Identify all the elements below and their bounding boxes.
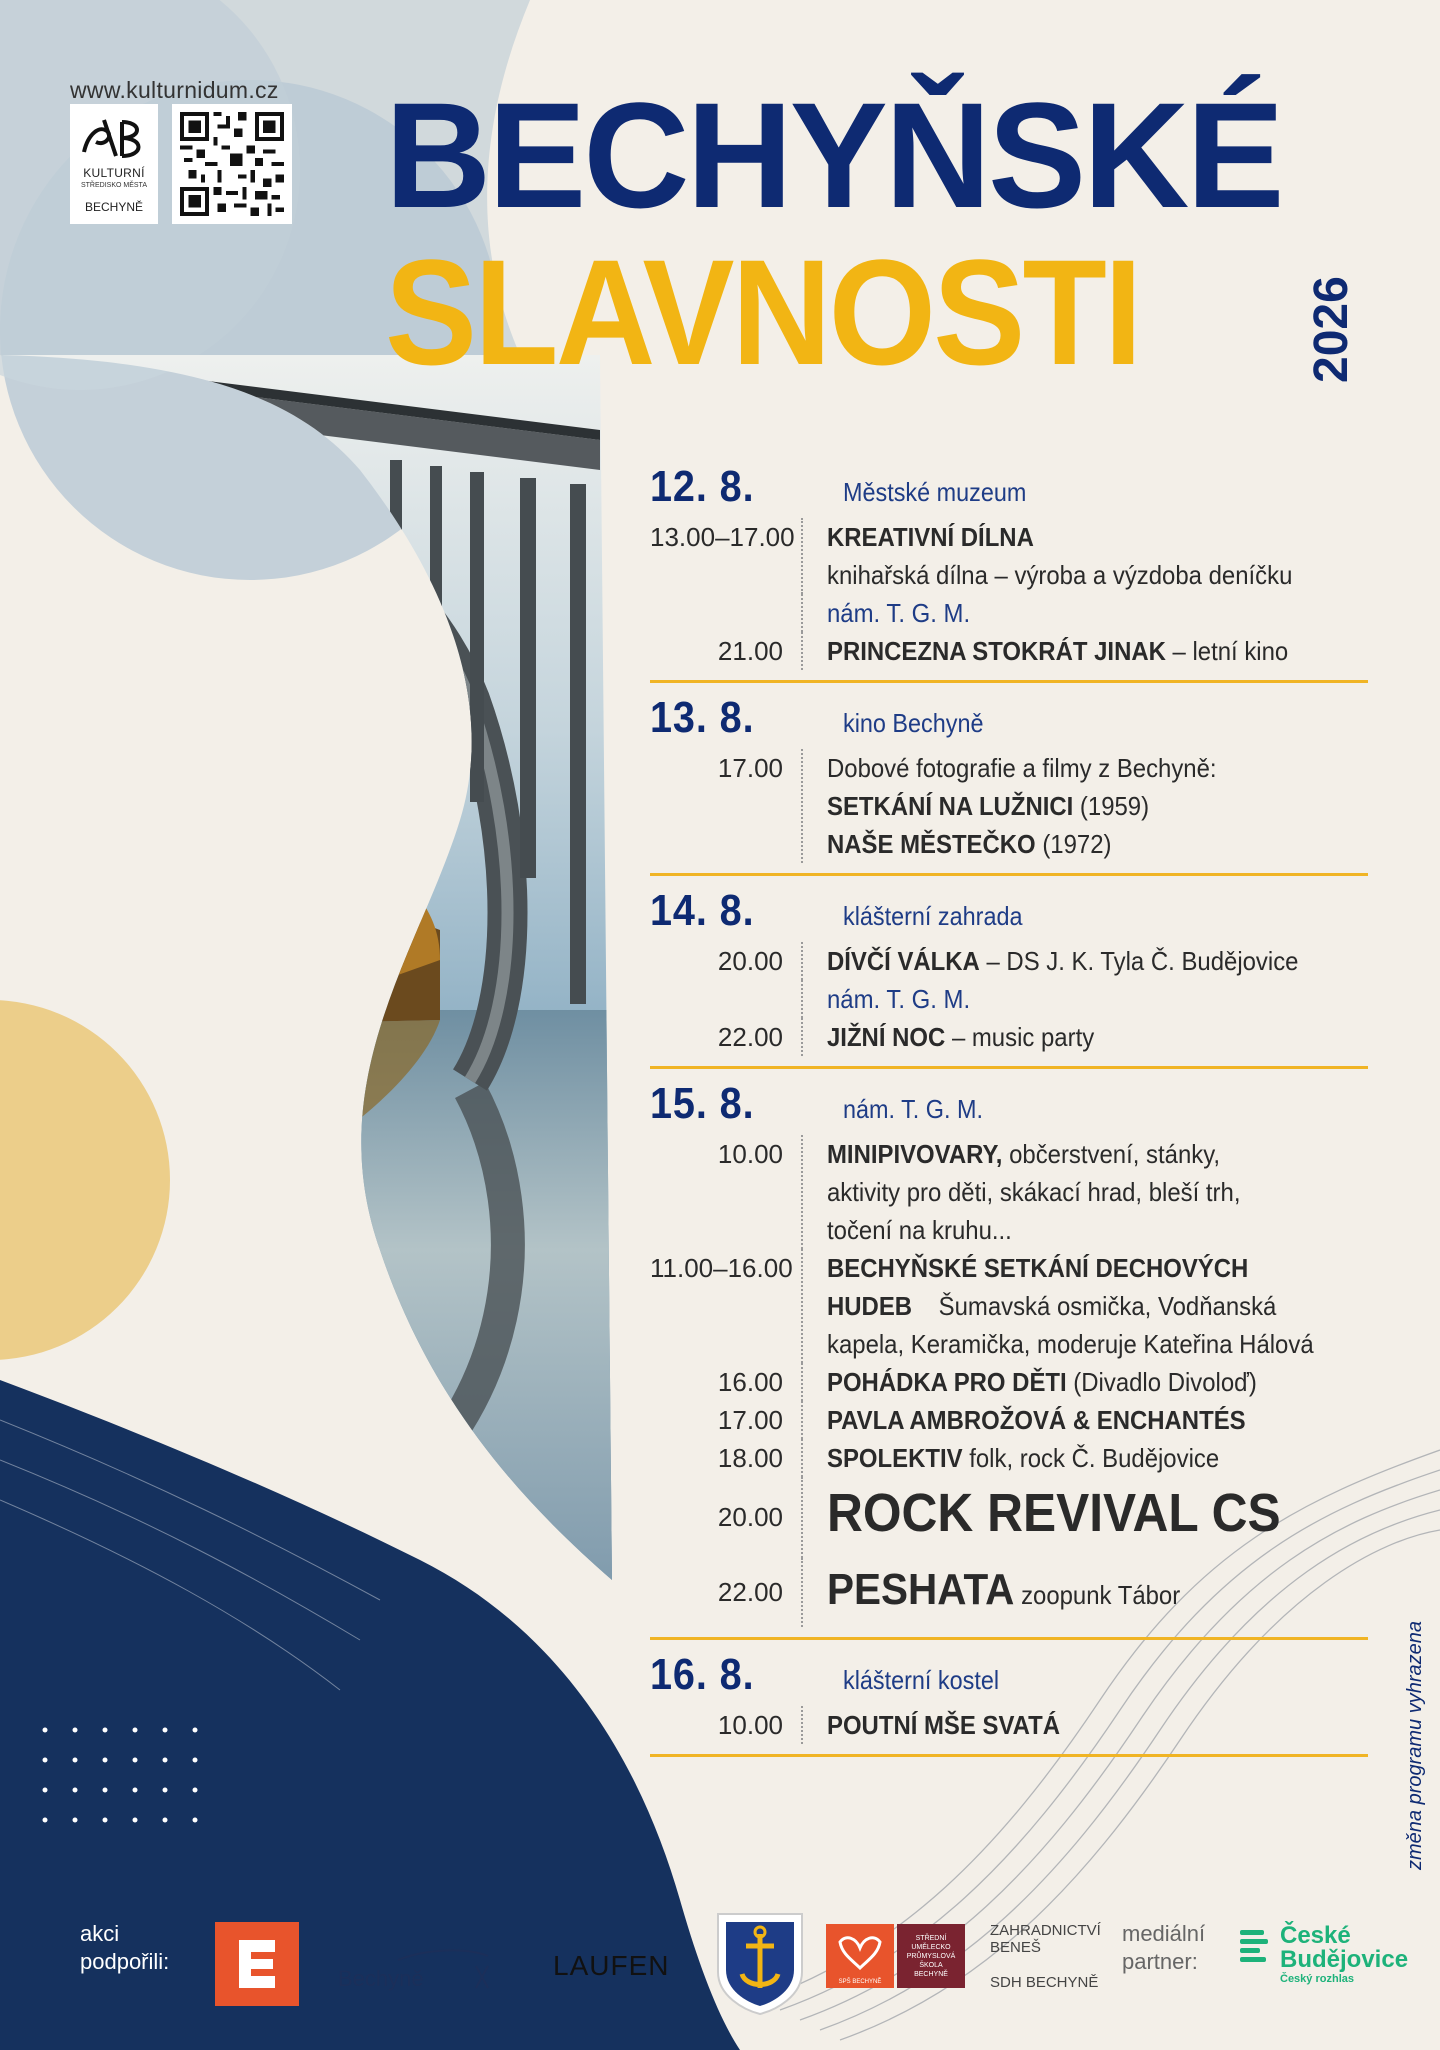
event-row [650,942,1368,980]
event-title: PESHATA [827,1565,1015,1614]
event-row [650,1439,1368,1477]
event-title: NAŠE MĚSTEČKO [827,829,1036,859]
ceske-budejovice-radio: České Budějovice Český rozhlas [1280,1922,1409,1985]
event-title: POUTNÍ MŠE SVATÁ [827,1710,1061,1740]
event-time [650,980,801,1018]
event-details [801,1706,1368,1744]
event-desc: Dobové fotografie a filmy z Bechyně: [827,753,1217,783]
day-block [650,886,1368,1069]
event-row [650,1135,1368,1249]
event-venue: nám. T. G. M. [827,598,971,628]
cez-logo [215,1922,299,2006]
coat-of-arms-logo [716,1912,804,2016]
day-block [650,1079,1368,1640]
event-title: DÍVČÍ VÁLKA [827,946,980,976]
day-date: 16. 8. [650,1650,755,1699]
event-details [801,942,1368,980]
event-line [827,1706,1325,1744]
cesky-rozhlas-logo [1236,1926,1272,1966]
day-venue: kino Bechyně [843,708,984,738]
day-block [650,1650,1368,1757]
day-venue: Městské muzeum [843,477,1027,507]
day-venue: klášterní zahrada [843,901,1023,931]
shield-anchor-icon [716,1912,804,2016]
day-block [650,462,1368,683]
event-row [650,1018,1368,1056]
event-time: 18.00 [717,1443,783,1473]
logo-line-2: STŘEDISKO MĚSTA [80,182,147,189]
event-details [801,980,1368,1018]
event-line [827,632,1325,670]
event-title: SETKÁNÍ NA LUŽNICI [827,791,1074,821]
title-line-2: SLAVNOSTI [385,228,1140,396]
programme [650,462,1400,1767]
event-time: 11.00–16.00 [650,1253,793,1283]
cez-logo-icon [215,1922,299,2006]
event-row [650,749,1368,863]
event-desc: točení na kruhu... [827,1215,1012,1245]
event-line [827,1477,1325,1558]
event-time: 22.00 [717,1022,783,1052]
event-time: 22.00 [717,1577,783,1607]
event-title: KREATIVNÍ DÍLNA [827,522,1034,552]
qr-code[interactable] [172,104,292,224]
event-line [827,1173,1325,1211]
event-desc: Šumavská osmička, Vodňanská [912,1291,1277,1321]
event-details [801,1363,1368,1401]
event-row [650,980,1368,1018]
day-date: 14. 8. [650,886,755,935]
event-details [801,1439,1368,1477]
event-title: PRINCEZNA STOKRÁT JINAK [827,636,1166,666]
day-header [650,1650,1368,1706]
supporters-label: akci podpořili: [80,1921,170,1974]
stredni-skola-logo: STŘEDNÍ UMĚLECKO PRŮMYSLOVÁ ŠKOLA BECHYNĚ [897,1924,965,1988]
event-row [650,518,1368,594]
disclaimer-note: změna programu vyhrazena [1404,1620,1426,1870]
event-desc: – letní kino [1165,636,1289,666]
event-line [827,942,1325,980]
event-time: 17.00 [717,753,783,783]
radio-logo-icon [1236,1926,1272,1966]
laufen-logo: LAUFEN [553,1950,670,1981]
event-details [801,594,1368,632]
day-date: 15. 8. [650,1079,755,1128]
event-line [827,1287,1325,1325]
day-venue: nám. T. G. M. [843,1094,984,1124]
event-desc: aktivity pro děti, skákací hrad, bleší trh, [827,1177,1241,1207]
event-line [827,1439,1325,1477]
event-line [827,1325,1325,1363]
event-details [801,1249,1368,1363]
event-desc: (1972) [1035,829,1112,859]
day-venue: klášterní kostel [843,1665,1000,1695]
event-row [650,1363,1368,1401]
day-header [650,1079,1368,1135]
event-time: 13.00–17.00 [650,522,795,552]
event-line [827,1249,1325,1287]
event-desc: (Divadlo Divoloď) [1066,1367,1257,1397]
event-time: 17.00 [717,1405,783,1435]
year: 2026 [1305,276,1358,383]
event-line [827,1211,1325,1249]
event-title: PAVLA AMBROŽOVÁ & ENCHANTÉS [827,1405,1246,1435]
event-line [827,1135,1325,1173]
event-time: 20.00 [717,1502,783,1532]
event-row [650,1706,1368,1744]
sdh-bechyne-logo: SDH BECHYNĚ [990,1974,1099,1991]
event-time: 16.00 [717,1367,783,1397]
media-partner-label: mediální partner: [1122,1921,1206,1974]
bechyne-logo [338,1948,498,1998]
event-row [650,1401,1368,1439]
event-row [650,1249,1368,1363]
event-details [801,1135,1368,1249]
decor-circle-gold [0,1000,170,1360]
event-desc: zoopunk Tábor [1014,1580,1181,1610]
event-row [650,1558,1368,1627]
event-details [801,632,1368,670]
event-time: 21.00 [717,636,783,666]
event-title: MINIPIVOVARY, [827,1139,1003,1169]
event-desc: – music party [945,1022,1095,1052]
event-desc: folk, rock Č. Budějovice [962,1443,1220,1473]
logo-line-1: KULTURNÍ [83,166,145,180]
event-desc: kapela, Keramička, moderuje Kateřina Hálová [827,1329,1314,1359]
event-venue: nám. T. G. M. [827,984,971,1014]
event-line [827,825,1325,863]
event-details [801,1018,1368,1056]
event-desc: občerstvení, stánky, [1002,1139,1221,1169]
day-date: 13. 8. [650,693,755,742]
event-row [650,1477,1368,1558]
event-details [801,1401,1368,1439]
logo-line-3: BECHYNĚ [84,200,143,214]
event-line [827,787,1325,825]
qr-code-icon [180,112,284,216]
event-title: JIŽNÍ NOC [827,1022,946,1052]
event-desc: (1959) [1073,791,1150,821]
event-title: ROCK REVIVAL CS [827,1483,1281,1543]
event-row [650,594,1368,632]
event-title: POHÁDKA PRO DĚTI [827,1367,1067,1397]
event-line [827,1363,1325,1401]
event-title: SPOLEKTIV [827,1443,963,1473]
event-time: 20.00 [717,946,783,976]
event-details [801,1477,1368,1558]
event-line [827,1018,1325,1056]
event-title: BECHYŇSKÉ SETKÁNÍ DECHOVÝCH [827,1253,1249,1283]
event-line [827,1558,1325,1627]
kulturni-stredisko-logo [70,104,158,224]
day-header [650,462,1368,518]
event-desc: knihařská dílna – výroba a výzdoba deníčku [827,560,1293,590]
event-row [650,632,1368,670]
event-time: 10.00 [717,1139,783,1169]
title-line-1: BECHYŇSKÉ [385,71,1282,239]
event-time: 10.00 [717,1710,783,1740]
day-date: 12. 8. [650,462,755,511]
day-header [650,693,1368,749]
event-title: HUDEB [827,1291,913,1321]
event-details [801,518,1368,594]
event-details [801,749,1368,863]
event-time [650,594,801,632]
day-header [650,886,1368,942]
website-url[interactable]: www.kulturnidum.cz [70,77,279,103]
event-line [827,518,1325,556]
event-desc: – DS J. K. Tyla Č. Budějovice [979,946,1299,976]
bechyne-text: Bechyně [338,1966,424,1991]
event-line [827,749,1325,787]
event-line [827,1401,1325,1439]
event-details [801,1558,1368,1627]
day-block [650,693,1368,876]
event-line [827,556,1325,594]
zahradnictvi-benes-logo: ZAHRADNICTVÍ BENEŠ [990,1922,1101,1956]
sps-bechyne-logo: SPŠ BECHYNĚ [826,1924,894,1988]
ksb-logo-icon [78,112,150,164]
